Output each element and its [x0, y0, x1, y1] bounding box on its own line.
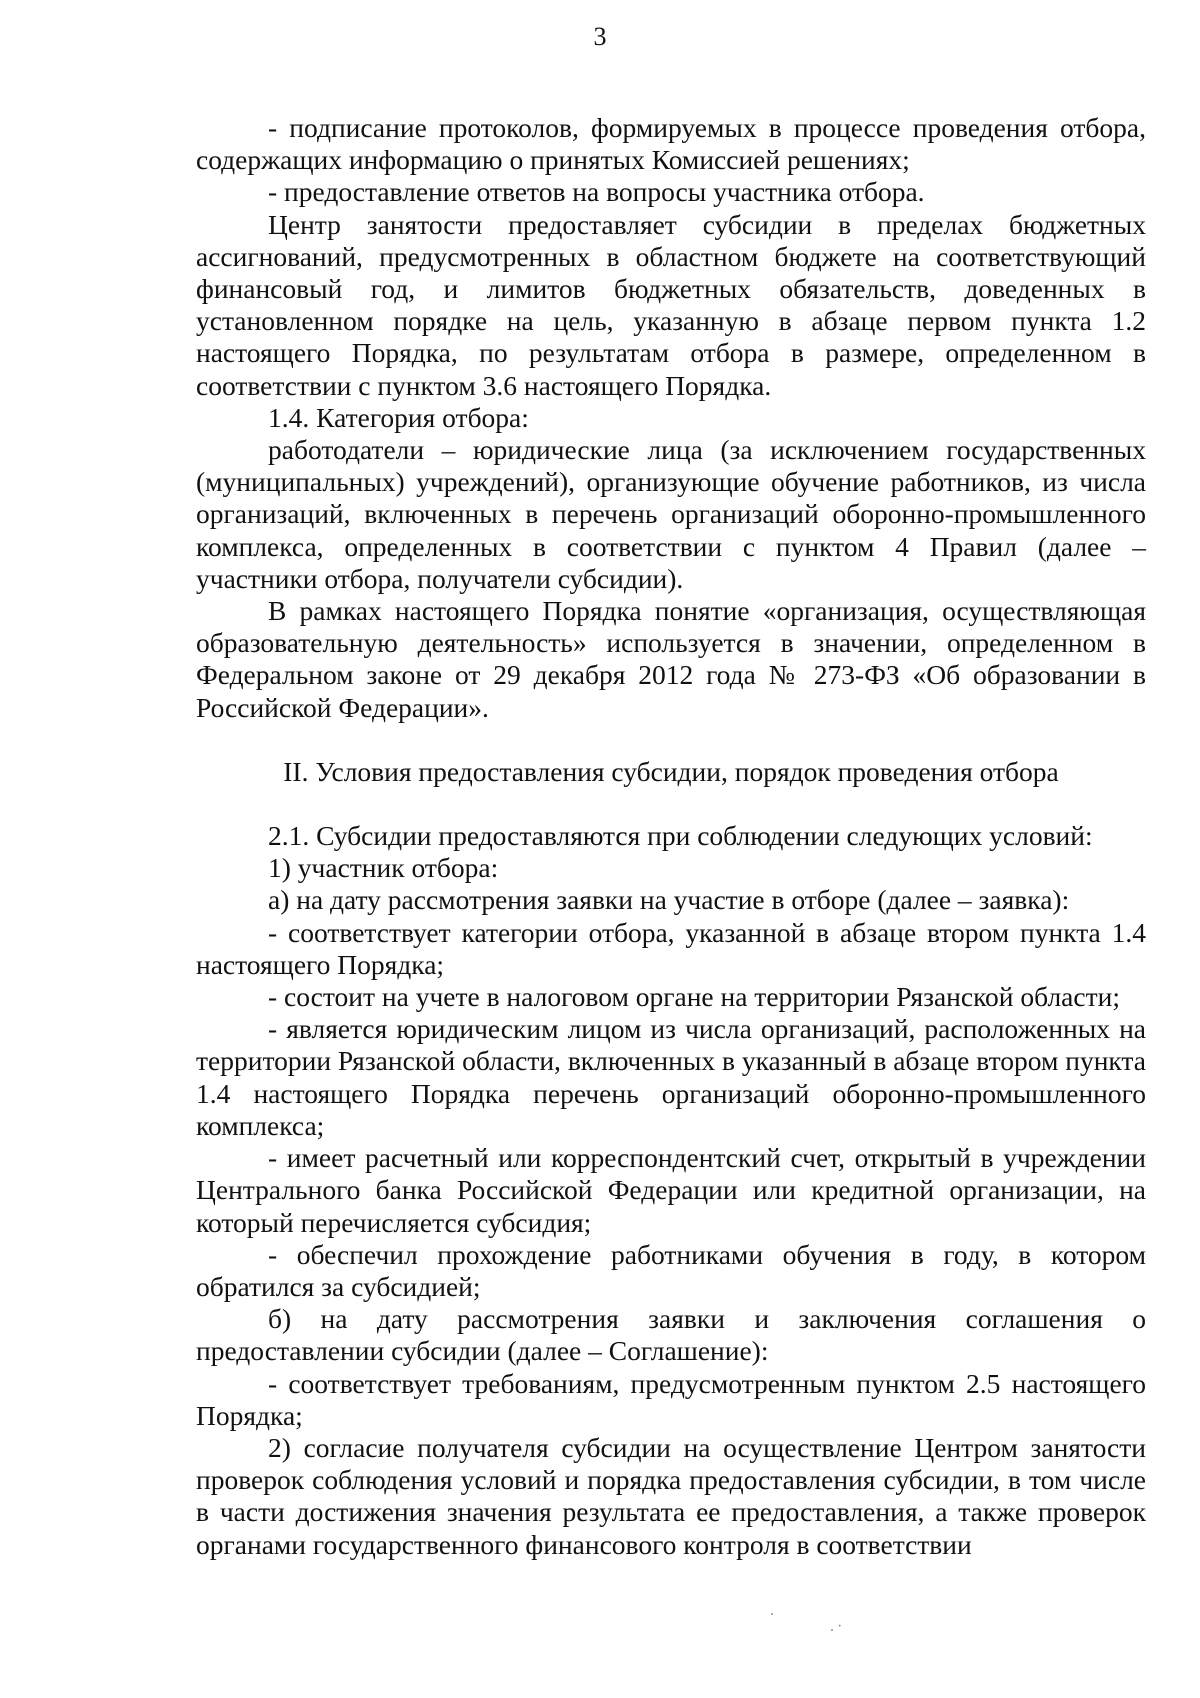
scan-speck: .·: [830, 1618, 846, 1635]
paragraph: 1.4. Категория отбора:: [268, 401, 529, 433]
paragraph: Центр занятости предоставляет субсидии в пределах бюджетных ассигнований, предусмотренных в областном бюджете на соответствующий финансовый год, и лимитов бюджетных обязательств, доведенных в установленном порядке на цель, указанную в абзаце первом пункта 1.2 настоящего Порядка, по результатам отбора в размере, определенном в соответствии с пунктом 3.6 настоящего Порядка.: [196, 208, 1146, 401]
paragraph: 1) участник отбора:: [268, 852, 499, 884]
scan-speck: .: [770, 1602, 777, 1619]
paragraph: б) на дату рассмотрения заявки и заключения соглашения о предоставлении субсидии (далее – Соглашение):: [196, 1303, 1146, 1367]
paragraph: - соответствует требованиям, предусмотренным пунктом 2.5 настоящего Порядка;: [196, 1367, 1146, 1431]
paragraph: - является юридическим лицом из числа организаций, расположенных на территории Рязанской области, включенных в указанный в абзаце втором пункта 1.4 настоящего Порядка перечень организаций оборонно-промышленного комплекса;: [196, 1013, 1146, 1141]
paragraph: - состоит на учете в налоговом органе на территории Рязанской области;: [268, 981, 1120, 1013]
section-heading: II. Условия предоставления субсидии, порядок проведения отбора: [283, 755, 1059, 787]
paragraph: - соответствует категории отбора, указанной в абзаце втором пункта 1.4 настоящего Порядка;: [196, 916, 1146, 980]
paragraph: 2) согласие получателя субсидии на осуществление Центром занятости проверок соблюдения условий и порядка предоставления субсидии, в том числе в части достижения значения результата ее предоставления, а также проверок органами государственного финансового контроля в соответствии: [196, 1431, 1146, 1560]
paragraph: - подписание протоколов, формируемых в процессе проведения отбора, содержащих информацию о принятых Комиссией решениях;: [196, 112, 1146, 176]
paragraph: - имеет расчетный или корреспондентский счет, открытый в учреждении Центрального банка Российской Федерации или кредитной организации, на который перечисляется субсидия;: [196, 1142, 1146, 1238]
paragraph: - предоставление ответов на вопросы участника отбора.: [268, 176, 925, 208]
paragraph: а) на дату рассмотрения заявки на участие в отборе (далее – заявка):: [268, 884, 1070, 916]
paragraph: В рамках настоящего Порядка понятие «организация, осуществляющая образовательную деятельность» используется в значении, определенном в Федеральном законе от 29 декабря 2012 года № 273-ФЗ «Об образовании в Российской Федерации».: [196, 595, 1146, 723]
page-number: 3: [593, 22, 607, 51]
paragraph: 2.1. Субсидии предоставляются при соблюдении следующих условий:: [268, 820, 1093, 852]
paragraph: - обеспечил прохождение работниками обучения в году, в котором обратился за субсидией;: [196, 1238, 1146, 1302]
paragraph: работодатели – юридические лица (за исключением государственных (муниципальных) учреждений), организующие обучение работников, из числа организаций, включенных в перечень организаций оборонно-промышленного комплекса, определенных в соответствии с пунктом 4 Правил (далее – участники отбора, получатели субсидии).: [196, 434, 1146, 594]
document-body: [196, 112, 1146, 1561]
